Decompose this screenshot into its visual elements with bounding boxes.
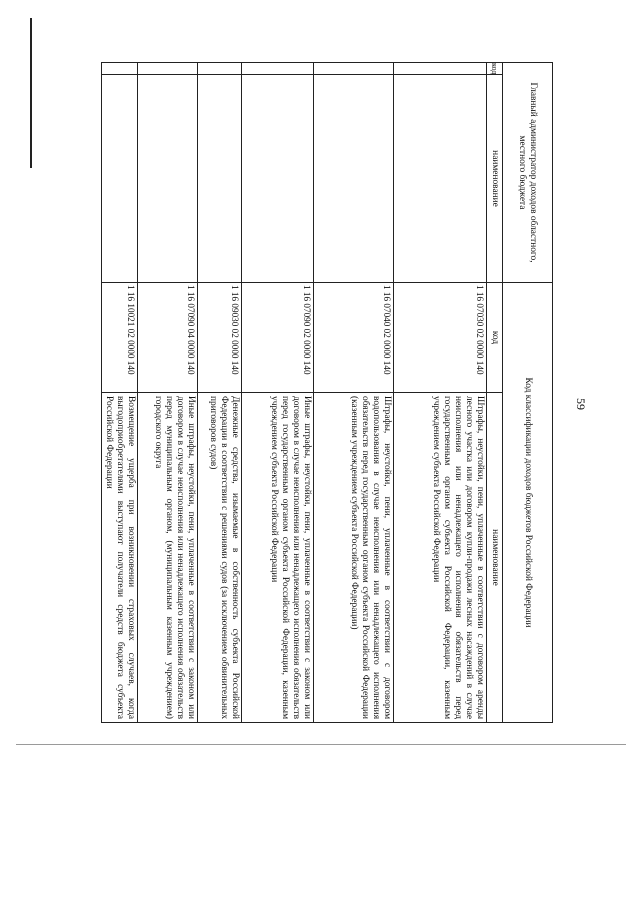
income-classification-table [101,62,553,723]
table-row [198,63,242,723]
row-name: Возмещение ущерба при возникновении страховых случаев, когда выгодоприобретателями выступают получатели средств бюджета субъекта Российской Федерации [102,393,138,723]
table-row [394,63,487,723]
table-row [242,63,314,723]
margin-line [30,18,32,168]
table-row [314,63,394,723]
table-row [102,63,138,723]
class-name-header: наименование [487,393,503,723]
row-name: Штрафы, неустойки, пени, уплаченные в соответствии с договором аренды лесного участка или договором купли-продажи лесных насаждений в случае неисполнения или ненадлежащего исполнения обязательств перед государственным органом субъекта Российской Федерации, казенным учреждением субъекта Российской Федерации [394,393,487,723]
class-code-header: код [487,283,503,393]
row-code: 1 16 10021 02 0000 140 [102,283,138,393]
admin-name-header: наименование [487,75,503,283]
admin-group-header: Главный администратор доходов областного, местного бюджета [503,63,553,283]
row-name: Денежные средства, изымаемые в собственность субъекта Российской Федерации в соответствии с решениями судов (за исключением обвинительных приговоров судов) [198,393,242,723]
row-name: Иные штрафы, неустойки, пени, уплаченные в соответствии с законом или договором в случае неисполнения или ненадлежащего исполнения обязательств перед государственным органом субъекта Российской Федерации, казенным учреждением субъекта Российской Федерации [242,393,314,723]
row-code: 1 16 07030 02 0000 140 [394,283,487,393]
row-code: 1 16 07090 04 0000 140 [138,283,198,393]
table-row [138,63,198,723]
page-divider [16,744,626,745]
row-name: Иные штрафы, неустойки, пени, уплаченные в соответствии с законом или договором в случае неисполнения или ненадлежащего исполнения обязательств перед муниципальным органом, (муниципальным казенным учреждением) городского округа [138,393,198,723]
admin-code-header: код [487,63,503,75]
rotated-table-page [104,62,553,722]
row-code: 1 16 07040 02 0000 140 [314,283,394,393]
row-name: Штрафы, неустойки, пени, уплаченные в соответствии с договором водопользования в случае неисполнения или ненадлежащего исполнения обязательств перед государственным органом субъекта Российской Федерации (казенным учреждением субъекта Российской Федерации) [314,393,394,723]
row-code: 1 16 09030 02 0000 140 [198,283,242,393]
page-number: 59 [574,398,588,410]
row-code: 1 16 07090 02 0000 140 [242,283,314,393]
classification-group-header: Код классификации доходов бюджетов Российской Федерации [503,283,553,723]
